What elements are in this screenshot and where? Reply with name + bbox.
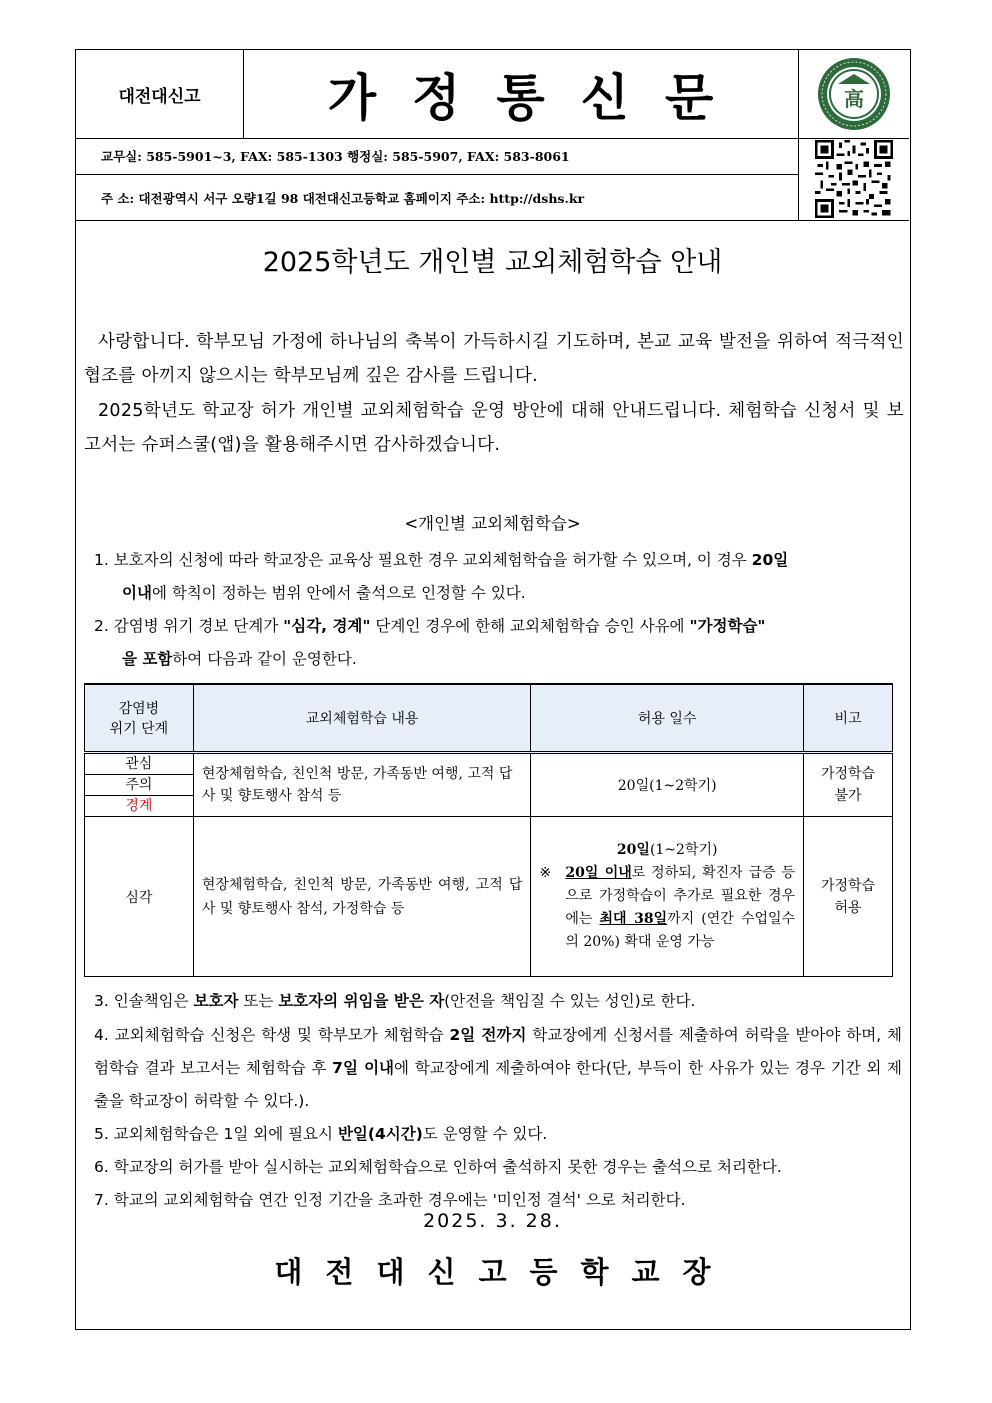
header-note: 비고: [804, 684, 893, 753]
svg-text:高: 高: [844, 87, 864, 111]
school-emblem-icon: [816, 56, 892, 132]
header-content: 교외체험학습 내용: [193, 684, 531, 753]
header-top-row: [76, 50, 909, 139]
list-item-4: 4. 교외체험학습 신청은 학생 및 학부모가 체험학습 2일 전까지 학교장에게 신청서를 제출하여 허락을 받아야 하며, 체험학습 결과 보고서는 체험학습 후 7일 이내에 학교장에게 제출하여야 한다(단, 부득이 한 사유가 있는 경우 기간 외 제출을 학교장이 허락할 수 있다.).: [94, 1026, 903, 1110]
intro-paragraph: 2025학년도 학교장 허가 개인별 교외체험학습 운영 방안에 대해 안내드립니다. 체험학습 신청서 및 보고서는 슈퍼스쿨(앱)을 활용해주시면 감사하겠습니다.: [84, 401, 904, 455]
section-subtitle: <개인별 교외체험학습>: [404, 514, 581, 533]
stage-caution: 주의: [85, 775, 193, 796]
stage-severe: 심각: [85, 817, 194, 977]
header-stage: 감염병 위기 단계: [85, 684, 194, 753]
note-cell: 가정학습 허용: [804, 817, 893, 977]
newsletter-title: 가정통신문: [243, 50, 799, 138]
regulation-table: [84, 683, 893, 977]
content-cell: 현장체험학습, 친인척 방문, 가족동반 여행, 고적 답사 및 향토행사 참석 등: [193, 753, 531, 817]
table-header-row: [85, 684, 893, 753]
note-mark: ※: [539, 865, 552, 881]
qr-code-icon: [815, 140, 893, 218]
stage-alert: 경계: [125, 798, 153, 814]
greeting-paragraph: 사랑합니다. 학부모님 가정에 하나님의 축복이 가득하시길 기도하며, 본교 교육 발전을 위하여 적극적인 협조를 아끼지 않으시는 학부모님께 깊은 감사를 드립니다.: [84, 332, 904, 386]
school-name: 대전대신고: [76, 50, 244, 138]
contact-info: 교무실: 585-5901~3, FAX: 585-1303 행정실: 585-5907, FAX: 583-8061: [76, 138, 799, 175]
header-days: 허용 일수: [531, 684, 804, 753]
issue-date: 2025. 3. 28.: [423, 1210, 562, 1232]
stage-cell-group: [85, 753, 194, 817]
days-cell: 20일(1~2학기): [531, 753, 804, 817]
list-item-7: 7. 학교의 교외체험학습 연간 인정 기간을 초과한 경우에는 '미인정 결석' 으로 처리한다.: [94, 1191, 686, 1209]
principal-signature: 대전대신고등학교장: [274, 1255, 734, 1289]
table-row: [85, 817, 893, 977]
newsletter-frame: [75, 49, 911, 1330]
list-item-1: 1. 보호자의 신청에 따라 학교장은 교육상 필요한 경우 교외체험학습을 허가할 수 있으며, 이 경우 20일 이내에 학칙이 정하는 범위 안에서 출석으로 인정할 수 있다.: [94, 551, 789, 602]
document-title: 2025학년도 개인별 교외체험학습 안내: [262, 247, 723, 278]
qr-code[interactable]: [799, 138, 909, 220]
address-info: 주 소: 대전광역시 서구 오량1길 98 대전대신고등학교 홈페이지 주소: http://dshs.kr: [76, 175, 799, 220]
days-cell: 20일(1~2학기) ※ 20일 이내로 정하되, 확진자 급증 등으로 가정학습이 추가로 필요한 경우에는 최대 38일까지 (연간 수업일수의 20%) 확대 운영 가능: [531, 817, 804, 977]
list-item-5: 5. 교외체험학습은 1일 외에 필요시 반일(4시간)도 운영할 수 있다.: [94, 1125, 548, 1143]
list-item-6: 6. 학교장의 허가를 받아 실시하는 교외체험학습으로 인하여 출석하지 못한 경우는 출석으로 처리한다.: [94, 1158, 782, 1176]
school-logo: [799, 50, 909, 138]
table-row: [85, 753, 893, 817]
note-cell: 가정학습 불가: [804, 753, 893, 817]
content-cell: 현장체험학습, 친인척 방문, 가족동반 여행, 고적 답사 및 향토행사 참석, 가정학습 등: [193, 817, 531, 977]
stage-interest: 관심: [85, 754, 193, 775]
header-divider: [76, 220, 909, 221]
list-item-2: 2. 감염병 위기 경보 단계가 "심각, 경계" 단계인 경우에 한해 교외체험학습 승인 사유에 "가정학습" 을 포함하여 다음과 같이 운영한다.: [94, 617, 766, 668]
list-item-3: 3. 인솔책임은 보호자 또는 보호자의 위임을 받은 자(안전을 책임질 수 있는 성인)로 한다.: [94, 992, 696, 1010]
